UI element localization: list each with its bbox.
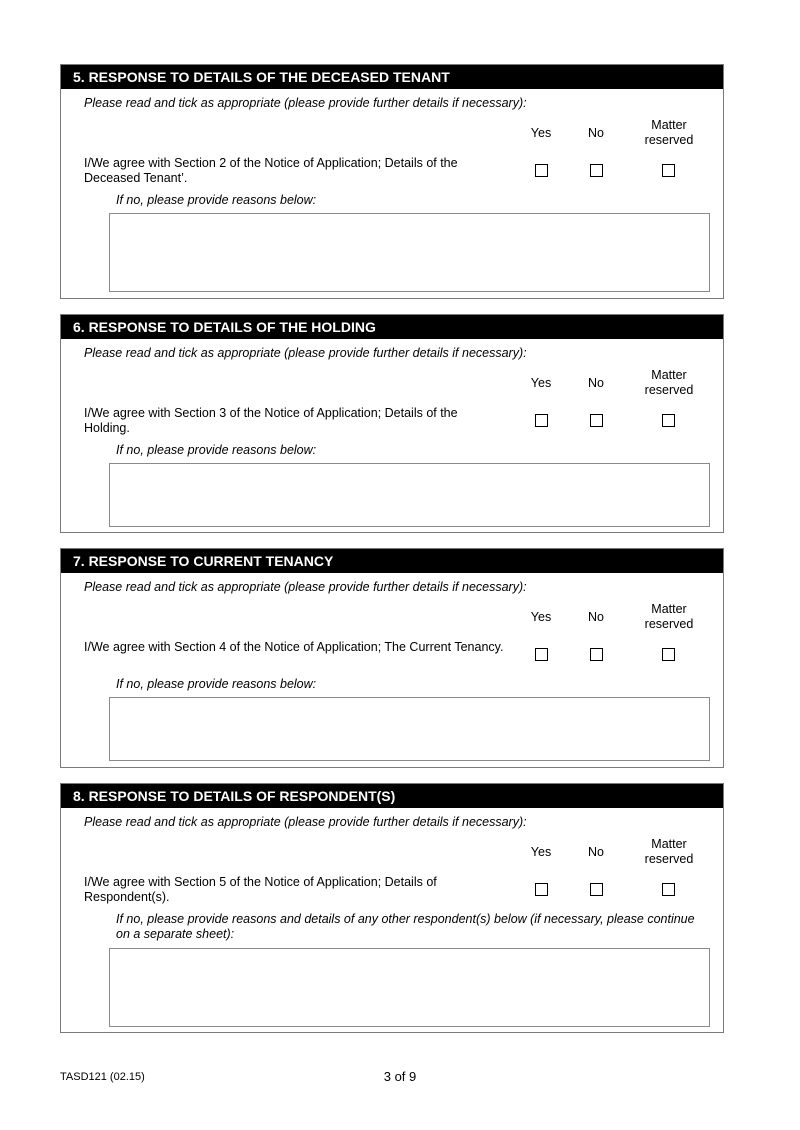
column-matter-reserved-label: Matter reserved	[644, 837, 694, 866]
column-matter-reserved-label: Matter reserved	[644, 368, 694, 397]
reasons-label: If no, please provide reasons and details of any other respondent(s) below (if necessary, please continue on a separate sheet):	[116, 912, 695, 941]
agreement-statement: I/We agree with Section 4 of the Notice of Application; The Current Tenancy.	[84, 640, 504, 654]
yes-checkbox[interactable]	[535, 414, 548, 427]
agreement-statement: I/We agree with Section 2 of the Notice of Application; Details of the Deceased Tenant’.	[84, 156, 458, 185]
instruction-text: Please read and tick as appropriate (please provide further details if necessary):	[84, 815, 527, 829]
reasons-textarea[interactable]	[109, 463, 710, 527]
instruction-text: Please read and tick as appropriate (please provide further details if necessary):	[84, 580, 527, 594]
reasons-textarea[interactable]	[109, 948, 710, 1027]
section-title: 6. RESPONSE TO DETAILS OF THE HOLDING	[61, 315, 723, 339]
matter-reserved-checkbox[interactable]	[662, 883, 675, 896]
section-title: 8. RESPONSE TO DETAILS OF RESPONDENT(S)	[61, 784, 723, 808]
no-checkbox[interactable]	[590, 648, 603, 661]
column-yes-label: Yes	[530, 376, 552, 390]
yes-checkbox[interactable]	[535, 164, 548, 177]
yes-checkbox[interactable]	[535, 648, 548, 661]
reasons-label: If no, please provide reasons below:	[116, 443, 317, 457]
column-no-label: No	[588, 610, 604, 624]
column-yes-label: Yes	[530, 610, 552, 624]
agreement-statement: I/We agree with Section 5 of the Notice of Application; Details of Respondent(s).	[84, 875, 437, 904]
section-holding	[60, 314, 724, 533]
column-no-label: No	[588, 845, 604, 859]
yes-checkbox[interactable]	[535, 883, 548, 896]
no-checkbox[interactable]	[590, 883, 603, 896]
reasons-label: If no, please provide reasons below:	[116, 193, 317, 207]
section-deceased-tenant	[60, 64, 724, 299]
instruction-text: Please read and tick as appropriate (please provide further details if necessary):	[84, 346, 527, 360]
section-title: 7. RESPONSE TO CURRENT TENANCY	[61, 549, 723, 573]
column-no-label: No	[588, 126, 604, 140]
column-yes-label: Yes	[530, 845, 552, 859]
instruction-text: Please read and tick as appropriate (please provide further details if necessary):	[84, 96, 527, 110]
reasons-textarea[interactable]	[109, 213, 710, 292]
reasons-label: If no, please provide reasons below:	[116, 677, 317, 691]
column-matter-reserved-label: Matter reserved	[644, 118, 694, 147]
column-no-label: No	[588, 376, 604, 390]
section-current-tenancy	[60, 548, 724, 768]
form-code: TASD121 (02.15)	[60, 1071, 145, 1083]
no-checkbox[interactable]	[590, 164, 603, 177]
matter-reserved-checkbox[interactable]	[662, 164, 675, 177]
section-respondents	[60, 783, 724, 1033]
column-yes-label: Yes	[530, 126, 552, 140]
no-checkbox[interactable]	[590, 414, 603, 427]
reasons-textarea[interactable]	[109, 697, 710, 761]
page-number: 3 of 9	[383, 1069, 417, 1084]
column-matter-reserved-label: Matter reserved	[644, 602, 694, 631]
matter-reserved-checkbox[interactable]	[662, 648, 675, 661]
agreement-statement: I/We agree with Section 3 of the Notice of Application; Details of the Holding.	[84, 406, 458, 435]
matter-reserved-checkbox[interactable]	[662, 414, 675, 427]
section-title: 5. RESPONSE TO DETAILS OF THE DECEASED TENANT	[61, 65, 723, 89]
